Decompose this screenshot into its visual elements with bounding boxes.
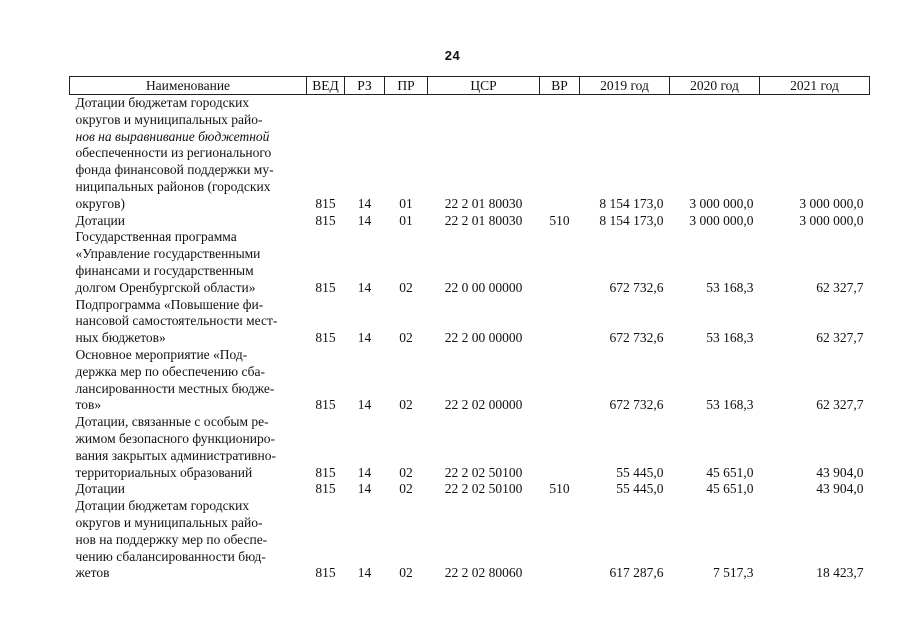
row-name xyxy=(70,95,307,213)
row-pr: 02 xyxy=(399,330,413,346)
row-csr: 22 2 02 50100 xyxy=(444,481,523,497)
row-name-line: округов) xyxy=(75,195,125,211)
row-2020: 7 517,3 xyxy=(713,565,754,581)
row-csr: 22 2 02 50100 xyxy=(444,464,523,480)
row-name-line: нов на выравнивание бюджетной xyxy=(75,128,270,144)
row-name-line: долгом Оренбургской области» xyxy=(75,279,256,295)
row-vr: 510 xyxy=(549,212,570,228)
row-name xyxy=(70,498,307,582)
row-ved: 815 xyxy=(315,397,336,413)
row-2020: 53 168,3 xyxy=(706,279,754,295)
row-pr: 01 xyxy=(399,212,413,228)
row-name xyxy=(70,347,307,414)
row-name-line: жимом безопасного функциониро- xyxy=(75,430,275,446)
row-rz: 14 xyxy=(357,397,372,413)
row-name-line: Подпрограмма «Повышение фи- xyxy=(75,296,264,312)
row-name xyxy=(70,229,307,296)
row-csr: 22 0 00 00000 xyxy=(444,279,523,295)
row-csr: 22 2 01 80030 xyxy=(444,212,523,228)
row-2020: 45 651,0 xyxy=(706,464,754,480)
table-row xyxy=(70,347,870,414)
row-2020: 3 000 000,0 xyxy=(689,212,754,228)
row-name-line: жетов xyxy=(75,565,110,581)
row-name-line: вания закрытых административно- xyxy=(75,447,277,463)
table-row xyxy=(70,498,870,582)
row-2021: 43 904,0 xyxy=(816,481,864,497)
row-name-line: Дотации, связанные с особым ре- xyxy=(75,414,269,430)
row-2021: 3 000 000,0 xyxy=(799,195,864,211)
row-name-line: Основное мероприятие «Под- xyxy=(75,346,248,362)
row-2021: 18 423,7 xyxy=(816,565,864,581)
row-rz: 14 xyxy=(357,464,372,480)
row-name-line: нансовой самостоятельности мест- xyxy=(75,313,278,329)
row-ved: 815 xyxy=(315,464,336,480)
row-2019: 8 154 173,0 xyxy=(599,195,664,211)
row-name-line: Дотации бюджетам городских xyxy=(75,498,250,514)
table-body xyxy=(70,95,870,583)
row-name-line: ниципальных районов (городских xyxy=(75,178,271,194)
page-number: 24 xyxy=(444,48,461,63)
header-2021: 2021 год xyxy=(760,77,870,95)
row-pr: 02 xyxy=(399,464,413,480)
row-2019: 55 445,0 xyxy=(616,464,664,480)
row-vr xyxy=(540,95,580,213)
row-vr xyxy=(540,498,580,582)
row-ved: 815 xyxy=(315,279,336,295)
row-ved: 815 xyxy=(315,565,336,581)
table-row xyxy=(70,213,870,230)
row-vr: 510 xyxy=(549,481,570,497)
row-pr: 02 xyxy=(399,397,413,413)
row-name-line: нов на поддержку мер по обеспе- xyxy=(75,531,268,547)
table-row xyxy=(70,297,870,347)
row-rz: 14 xyxy=(357,279,372,295)
row-name-line: фонда финансовой поддержки му- xyxy=(75,162,274,178)
row-name-line: «Управление государственными xyxy=(75,246,261,262)
row-rz: 14 xyxy=(357,565,372,581)
row-name xyxy=(70,481,307,498)
row-name-line: обеспеченности из регионального xyxy=(75,145,272,161)
row-pr: 02 xyxy=(399,481,413,497)
row-2020: 53 168,3 xyxy=(706,330,754,346)
row-pr: 02 xyxy=(399,279,413,295)
row-2020: 45 651,0 xyxy=(706,481,754,497)
row-2019: 55 445,0 xyxy=(616,481,664,497)
row-name-line: Дотации бюджетам городских xyxy=(75,95,250,110)
header-rz: РЗ xyxy=(345,77,385,95)
row-name-line: Дотации xyxy=(75,212,126,228)
header-vr: ВР xyxy=(540,77,580,95)
row-2020: 53 168,3 xyxy=(706,397,754,413)
row-csr: 22 2 00 00000 xyxy=(444,330,523,346)
row-2021: 3 000 000,0 xyxy=(799,212,864,228)
header-2019: 2019 год xyxy=(580,77,670,95)
row-rz: 14 xyxy=(357,212,372,228)
row-2020: 3 000 000,0 xyxy=(689,195,754,211)
row-vr xyxy=(540,414,580,481)
table-row xyxy=(70,95,870,213)
row-rz: 14 xyxy=(357,330,372,346)
row-2021: 43 904,0 xyxy=(816,464,864,480)
row-rz: 14 xyxy=(357,195,372,211)
row-name-line: Государственная программа xyxy=(75,229,237,245)
row-name-line: территориальных образований xyxy=(75,464,253,480)
table-row xyxy=(70,414,870,481)
row-pr: 02 xyxy=(399,565,413,581)
row-name-line: держка мер по обеспечению сба- xyxy=(75,363,266,379)
budget-table xyxy=(69,76,870,582)
row-2019: 8 154 173,0 xyxy=(599,212,664,228)
row-csr: 22 2 01 80030 xyxy=(444,195,523,211)
header-row xyxy=(70,77,870,95)
row-name-line: лансированности местных бюдже- xyxy=(75,380,275,396)
row-vr xyxy=(540,297,580,347)
row-name-line: округов и муниципальных райо- xyxy=(75,111,263,127)
row-name-line: финансами и государственным xyxy=(75,262,254,278)
row-2019: 617 287,6 xyxy=(609,565,664,581)
row-2019: 672 732,6 xyxy=(609,330,664,346)
row-rz: 14 xyxy=(357,481,372,497)
row-ved: 815 xyxy=(315,212,336,228)
header-csr: ЦСР xyxy=(428,77,540,95)
row-name xyxy=(70,414,307,481)
row-csr: 22 2 02 80060 xyxy=(444,565,523,581)
row-name xyxy=(70,297,307,347)
row-name-line: округов и муниципальных райо- xyxy=(75,514,263,530)
row-ved: 815 xyxy=(315,195,336,211)
row-2021: 62 327,7 xyxy=(816,279,864,295)
row-vr xyxy=(540,229,580,296)
row-name-line: чению сбалансированности бюд- xyxy=(75,548,266,564)
row-name-line: Дотации xyxy=(75,481,126,497)
row-ved: 815 xyxy=(315,481,336,497)
table-header xyxy=(70,77,870,95)
header-name: Наименование xyxy=(70,77,307,95)
row-name xyxy=(70,213,307,230)
row-pr: 01 xyxy=(399,195,413,211)
row-ved: 815 xyxy=(315,330,336,346)
row-name-line: тов» xyxy=(75,397,102,413)
table-row xyxy=(70,229,870,296)
header-ved: ВЕД xyxy=(307,77,345,95)
header-pr: ПР xyxy=(385,77,428,95)
row-2021: 62 327,7 xyxy=(816,397,864,413)
row-2019: 672 732,6 xyxy=(609,397,664,413)
table-row xyxy=(70,481,870,498)
row-vr xyxy=(540,347,580,414)
row-2019: 672 732,6 xyxy=(609,279,664,295)
row-name-line: ных бюджетов» xyxy=(75,330,166,346)
row-2021: 62 327,7 xyxy=(816,330,864,346)
header-2020: 2020 год xyxy=(670,77,760,95)
row-csr: 22 2 02 00000 xyxy=(444,397,523,413)
